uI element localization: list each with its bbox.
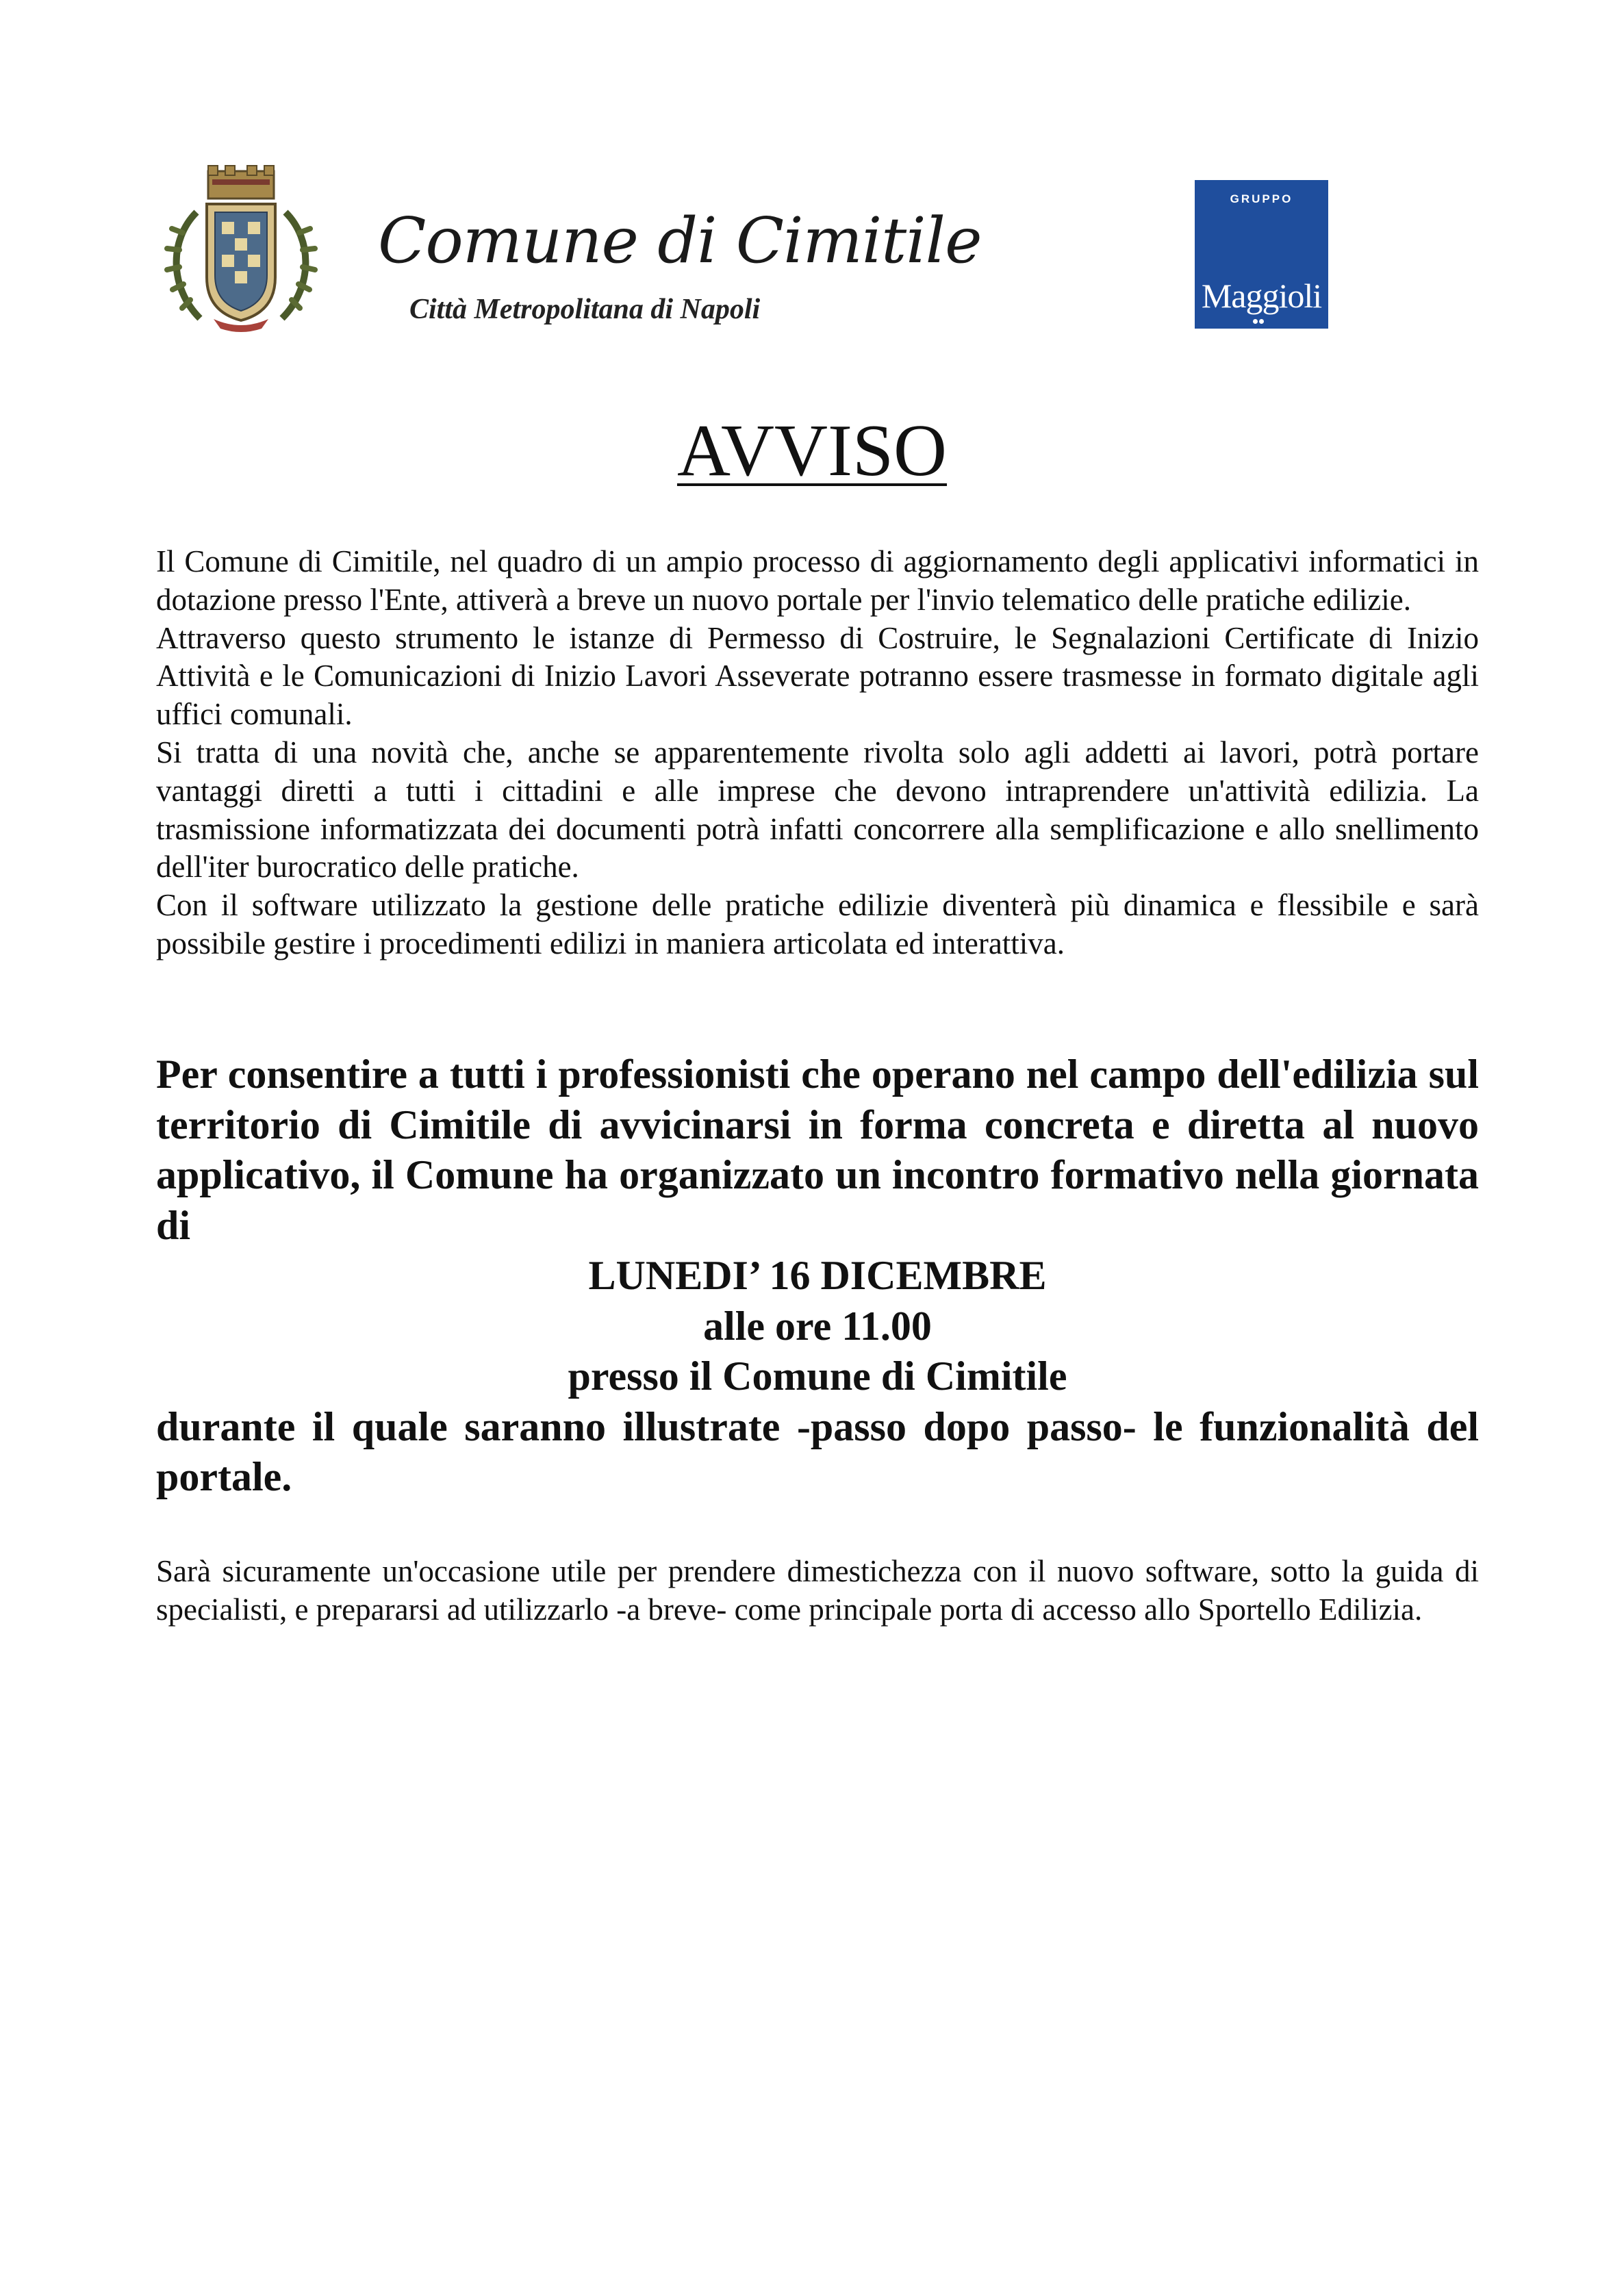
closing-paragraph: Sarà sicuramente un'occasione utile per prendere dimestichezza con il nuovo software, sotto la guida di specialisti, e prepararsi ad utilizzarlo -a breve- come principale porta di accesso allo Sportello Edilizia. — [156, 1554, 1479, 1627]
announcement-time: alle ore 11.00 — [703, 1303, 932, 1349]
closing-body — [156, 1553, 1479, 1629]
announcement-outro: durante il quale saranno illustrate -passo dopo passo- le funzionalità del portale. — [156, 1403, 1479, 1499]
paragraph-3: Si tratta di una novità che, anche se apparentemente rivolta solo agli addetti ai lavori, potrà portare vantaggi diretti a tutti i cittadini e alle imprese che devono intraprendere un'attività edilizia. La trasmissione informatizzata dei documenti potrà infatti concorrere alla semplificazione e allo snellimento dell'iter burocratico delle pratiche. — [156, 735, 1479, 885]
announcement-date: LUNEDI’ 16 DICEMBRE — [588, 1253, 1047, 1298]
comune-name: Comune di Cimitile — [378, 204, 982, 277]
paragraph-2: Attraverso questo strumento le istanze di Permesso di Costruire, le Segnalazioni Certificate di Inizio Attività e le Comunicazioni di Inizio Lavori Asseverate potranno essere trasmesse in formato digitale agli uffici comunali. — [156, 620, 1479, 732]
paragraph-4: Con il software utilizzato la gestione delle pratiche edilizie diventerà più dinamica e flessibile e sarà possibile gestire i procedimenti edilizi in maniera articolata ed interattiva. — [156, 888, 1479, 960]
logo-gruppo-text: GRUPPO — [1230, 192, 1293, 205]
comune-subtitle: Città Metropolitana di Napoli — [409, 294, 761, 325]
announcement-intro: Per consentire a tutti i professionisti che operano nel campo dell'edilizia sul territorio di Cimitile di avvicinarsi in forma concreta e diretta al nuovo applicativo, il Comune ha organizzato un incontro formativo nella giornata di — [156, 1052, 1479, 1248]
logo-dots-icon — [1253, 315, 1271, 320]
logo-maggioli-text: Maggioli — [1201, 277, 1322, 315]
paragraph-1: Il Comune di Cimitile, nel quadro di un ampio processo di aggiornamento degli applicativi informatici in dotazione presso l'Ente, attiverà a breve un nuovo portale per l'invio telematico delle pratiche edilizie. — [156, 544, 1479, 617]
maggioli-logo — [1195, 180, 1328, 329]
announcement-place: presso il Comune di Cimitile — [568, 1353, 1067, 1399]
page-title: AVVISO — [676, 410, 948, 492]
municipal-crest-icon — [159, 164, 323, 334]
intro-body — [156, 543, 1479, 963]
announcement-block — [156, 1049, 1479, 1503]
